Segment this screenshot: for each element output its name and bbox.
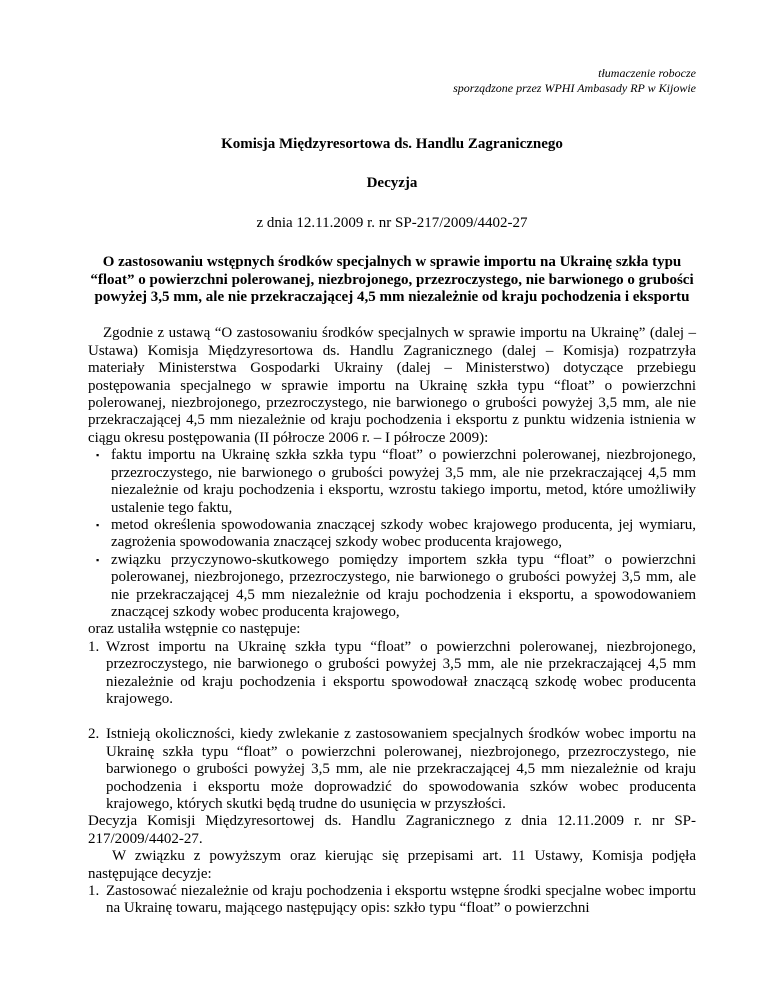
finding-item [88, 639, 696, 709]
decision-number: 1. [88, 883, 100, 900]
intro-paragraph: Zgodnie z ustawą “O zastosowaniu środków specjalnych w sprawie importu na Ukrainę” (dalej – Ustawa) Komisja Międzyresortowa ds. Handlu Zagranicznego (dalej – Komisja) rozpatrzyła materiały Ministerstwa Gospodarki Ukrainy (dalej – Ministerstwo) dotyczące przebiegu postępowania specjalnego w sprawie importu na Ukrainę szkła typu “float” o powierzchni polerowanej, niezbrojonego, przezroczystego, nie barwionego o grubości powyżej 3,5 mm, ale nie przekraczającej 4,5 mm niezależnie od kraju pochodzenia i eksportu z punktu widzenia istnienia w ciągu okresu postępowania (II półrocze 2006 r. – I półrocze 2009): [88, 325, 696, 446]
list-item-text: związku przyczynowo-skutkowego pomiędzy importem szkła typu “float” o powierzchni polerowanej, niezbrojonego, przezroczystego, nie barwionego o grubości powyżej 3,5 mm, ale nie przekraczającej 4,5 mm niezależnie od kraju pochodzenia i eksportu, a spowodowaniem znaczącej szkody wobec producenta krajowego, [111, 551, 696, 620]
decisions-list [88, 883, 696, 918]
finding-number: 1. [88, 638, 100, 655]
decision-text: Zastosować niezależnie od kraju pochodzenia i eksportu wstępne środki specjalne wobec importu na Ukrainę towaru, mającego następujący opis: szkło typu “float” o powierzchni [106, 883, 696, 917]
finding-text: Istnieją okoliczności, kiedy zwlekanie z zastosowaniem specjalnych środków wobec importu na Ukrainę szkła typu “float” o powierzchni polerowanej, niezbrojonego, przezroczystego, nie barwionego o grubości powyżej 3,5 mm, ale nie przekraczającej 4,5 mm niezależnie od kraju pochodzenia i eksportu może doprowadzić do spowodowania szków wobec producenta krajowego, których skutki będą trudne do usunięcia w przyszłości. [106, 726, 696, 812]
finding-number: 2. [88, 726, 100, 743]
list-item [96, 516, 696, 552]
document-type: Decyzja [366, 175, 418, 192]
document-title: O zastosowaniu wstępnych środków specjalnych w sprawie importu na Ukrainę szkła typu “float” o powierzchni polerowanej, niezbrojonego, przezroczystego, nie barwionego o grubości powyżej 3,5 mm, ale nie przekraczającej 4,5 mm niezależnie od kraju pochodzenia i eksportu [90, 254, 694, 306]
bullet-icon: ▪ [96, 554, 100, 565]
finding-text: Wzrost importu na Ukrainę szkła typu “float” o powierzchni polerowanej, niezbrojonego, przezroczystego, nie barwionego o grubości powyżej 3,5 mm, ale nie przekraczającej 4,5 mm niezależnie od kraju pochodzenia i eksportu spowodował znaczącą szkodę wobec producenta krajowego. [106, 638, 696, 707]
translation-note-line1: tłumaczenie robocze [598, 66, 696, 80]
bullet-icon: ▪ [96, 519, 100, 530]
decision-item [88, 883, 696, 918]
resolution-lead: W związku z powyższym oraz kierując się przepisami art. 11 Ustawy, Komisja podjęła następujące decyzje: [88, 848, 696, 882]
scope-list [88, 447, 696, 621]
findings-lead: oraz ustaliła wstępnie co następuje: [88, 621, 301, 638]
findings-list [88, 639, 696, 814]
translation-note [88, 66, 696, 96]
list-item-text: metod określenia spowodowania znaczącej szkody wobec krajowego producenta, jej wymiaru, zagrożenia spowodowania znaczącej szkody wobec producenta krajowego, [111, 516, 696, 551]
list-item-text: faktu importu na Ukrainę szkła szkła typu “float” o powierzchni polerowanej, niezbrojonego, przezroczystego, nie barwionego o grubości powyżej 3,5 mm, ale nie przekraczającej 4,5 mm niezależnie od kraju pochodzenia i eksportu, wzrostu takiego importu, metod, które umożliwiły ustalenie tego faktu, [111, 447, 696, 516]
translation-note-line2: sporządzone przez WPHI Ambasady RP w Kijowie [453, 81, 696, 95]
organization-heading: Komisja Międzyresortowa ds. Handlu Zagranicznego [221, 136, 563, 152]
finding-item [88, 726, 696, 813]
document-date: z dnia 12.11.2009 r. nr SP-217/2009/4402-27 [256, 214, 528, 231]
bullet-icon: ▪ [96, 450, 100, 461]
list-item [96, 551, 696, 622]
list-item [96, 447, 696, 517]
decision-reference: Decyzja Komisji Międzyresortowej ds. Handlu Zagranicznego z dnia 12.11.2009 r. nr SP-217/2009/4402-27. [88, 813, 696, 847]
